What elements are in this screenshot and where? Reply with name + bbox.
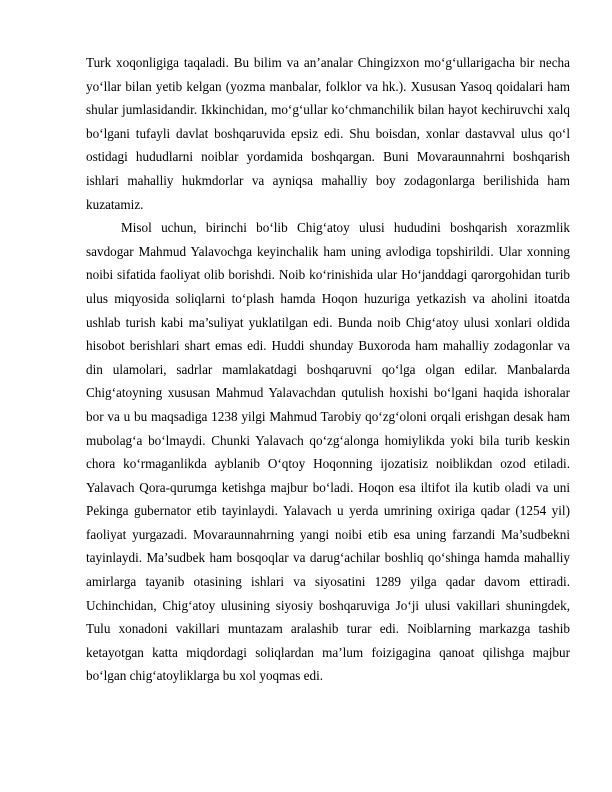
document-page bbox=[86, 51, 570, 688]
paragraph-1: Turk xoqonligiga taqaladi. Bu bilim va an’analar Chingizxon mo‘g‘ullarigacha bir necha yo‘llar bilan yetib kelgan (yozma manbalar, folklor va hk.). Xususan Yasoq qoidalari ham shular jumlasidandir. Ikkinchidan, mo‘g‘ullar ko‘chmanchilik bilan hayot kechiruvchi xalq bo‘lgani tufayli davlat boshqaruvida epsiz edi. Shu boisdan, xonlar dastavval ulus qo‘l ostidagi hududlarni noiblar yordamida boshqargan. Buni Movaraunnahrni boshqarish ishlari mahalliy hukmdorlar va ayniqsa mahalliy boy zodagonlarga berilishida ham kuzatamiz. bbox=[86, 55, 570, 212]
paragraph-2: Misol uchun, birinchi bo‘lib Chig‘atoy ulusi hududini boshqarish xorazmlik savdogar Mahmud Yalavochga keyinchalik ham uning avlodiga topshirildi. Ular xonning noibi sifatida faoliyat olib borishdi. Noib ko‘rinishida ular Ho‘janddagi qarorgohidan turib ulus miqyosida soliqlarni to‘plash hamda Hoqon huzuriga yetkazish va aholini itoatda ushlab turish kabi ma’suliyat yuklatilgan edi. Bunda noib Chig‘atoy ulusi xonlari oldida hisobot berishlari shart emas edi. Huddi shunday Buxoroda ham mahalliy zodagonlar va din ulamolari, sadrlar mamlakatdagi boshqaruvni qo‘lga olgan edilar. Manbalarda Chig‘atoyning xususan Mahmud Yalavachdan qutulish hoxishi bo‘lgani haqida ishoralar bor va u bu maqsadiga 1238 yilgi Mahmud Tarobiy qo‘zg‘oloni orqali erishgan desak ham mubolag‘a bo‘lmaydi. Chunki Yalavach qo‘zg‘alonga homiylikda yoki bila turib keskin chora ko‘rmaganlikda ayblanib O‘qtoy Hoqonning ijozatisiz noiblikdan ozod etiladi. Yalavach Qora-qurumga ketishga majbur bo‘ladi. Hoqon esa iltifot ila kutib oladi va uni Pekinga gubernator etib tayinlaydi. Yalavach u yerda umrining oxiriga qadar (1254 yil) faoliyat yurgazadi. Movaraunnahrning yangi noibi etib esa uning farzandi Ma’sudbekni tayinlaydi. Ma’sudbek ham bosqoqlar va darug‘achilar boshliq qo‘shinga hamda mahalliy amirlarga tayanib otasining ishlari va siyosatini 1289 yilga qadar davom ettiradi. Uchinchidan, Chig‘atoy ulusining siyosiy boshqaruviga Jo‘ji ulusi vakillari shuningdek, Tulu xonadoni vakillari muntazam aralashib turar edi. Noiblarning markazga tashib ketayotgan katta miqdordagi soliqlardan ma’lum foizigagina qanoat qilishga majbur bo‘lgan chig‘atoyliklarga bu xol yoqmas edi. bbox=[86, 220, 570, 684]
